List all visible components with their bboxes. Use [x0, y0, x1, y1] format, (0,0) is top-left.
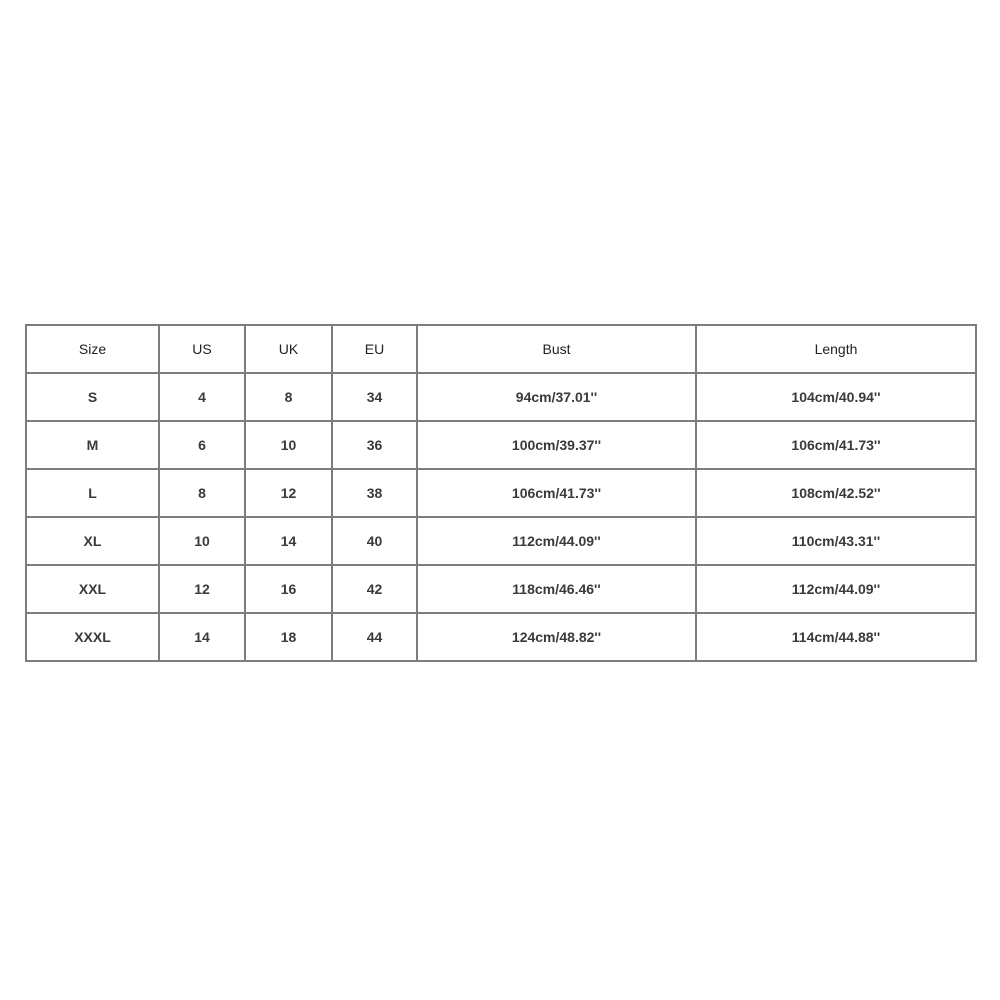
- table-row: [26, 565, 976, 613]
- cell-bust: 124cm/48.82'': [417, 613, 696, 661]
- table-row: [26, 421, 976, 469]
- cell-size: XXL: [26, 565, 159, 613]
- cell-uk: 18: [245, 613, 332, 661]
- size-chart-table: [25, 324, 977, 662]
- table-row: [26, 373, 976, 421]
- cell-length: 104cm/40.94'': [696, 373, 976, 421]
- cell-us: 10: [159, 517, 245, 565]
- cell-bust: 100cm/39.37'': [417, 421, 696, 469]
- cell-length: 112cm/44.09'': [696, 565, 976, 613]
- cell-length: 114cm/44.88'': [696, 613, 976, 661]
- cell-uk: 12: [245, 469, 332, 517]
- cell-bust: 94cm/37.01'': [417, 373, 696, 421]
- cell-size: S: [26, 373, 159, 421]
- cell-bust: 106cm/41.73'': [417, 469, 696, 517]
- header-us: US: [159, 325, 245, 373]
- header-bust: Bust: [417, 325, 696, 373]
- cell-eu: 36: [332, 421, 417, 469]
- cell-length: 110cm/43.31'': [696, 517, 976, 565]
- cell-eu: 44: [332, 613, 417, 661]
- table-header-row: [26, 325, 976, 373]
- table-row: [26, 613, 976, 661]
- cell-length: 108cm/42.52'': [696, 469, 976, 517]
- cell-us: 4: [159, 373, 245, 421]
- cell-eu: 40: [332, 517, 417, 565]
- cell-us: 8: [159, 469, 245, 517]
- cell-uk: 14: [245, 517, 332, 565]
- cell-size: L: [26, 469, 159, 517]
- header-eu: EU: [332, 325, 417, 373]
- cell-us: 12: [159, 565, 245, 613]
- cell-size: M: [26, 421, 159, 469]
- cell-length: 106cm/41.73'': [696, 421, 976, 469]
- cell-bust: 118cm/46.46'': [417, 565, 696, 613]
- header-length: Length: [696, 325, 976, 373]
- cell-size: XL: [26, 517, 159, 565]
- cell-eu: 42: [332, 565, 417, 613]
- header-size: Size: [26, 325, 159, 373]
- table-row: [26, 469, 976, 517]
- cell-eu: 38: [332, 469, 417, 517]
- cell-size: XXXL: [26, 613, 159, 661]
- cell-uk: 10: [245, 421, 332, 469]
- cell-us: 14: [159, 613, 245, 661]
- table-row: [26, 517, 976, 565]
- cell-bust: 112cm/44.09'': [417, 517, 696, 565]
- header-uk: UK: [245, 325, 332, 373]
- cell-eu: 34: [332, 373, 417, 421]
- cell-uk: 16: [245, 565, 332, 613]
- cell-uk: 8: [245, 373, 332, 421]
- cell-us: 6: [159, 421, 245, 469]
